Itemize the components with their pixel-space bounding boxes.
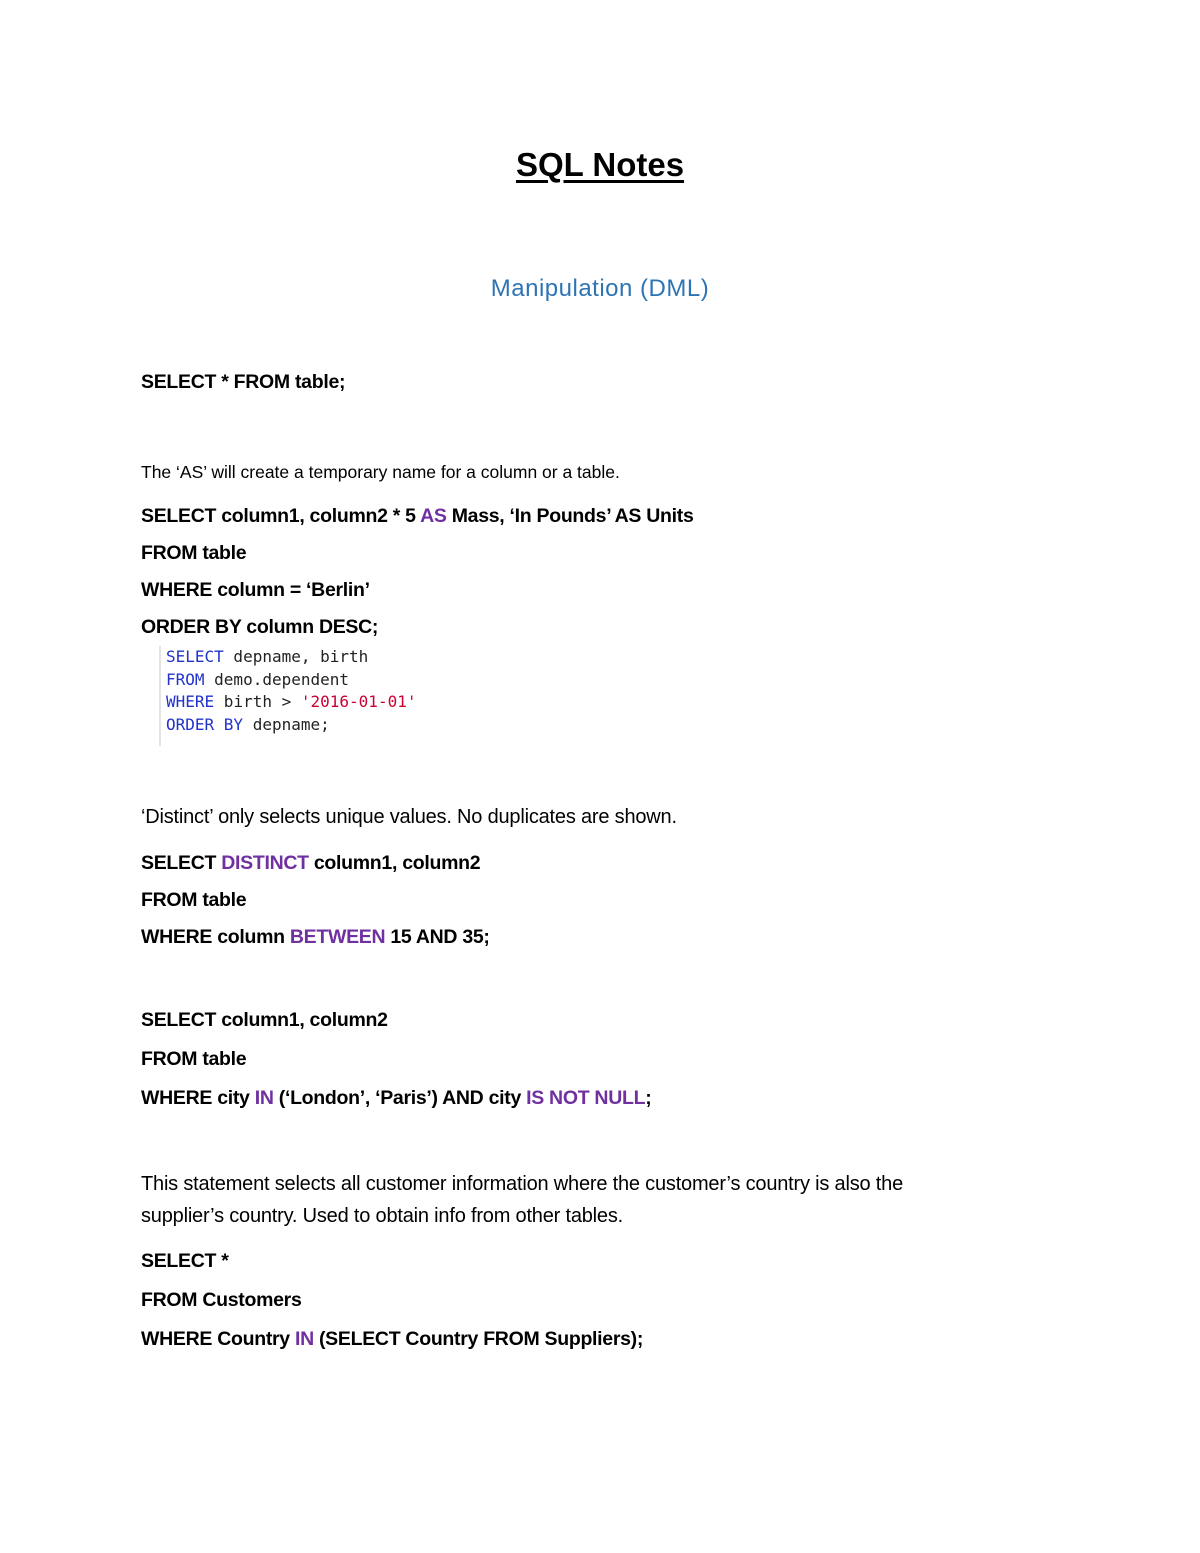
code-text: depname, birth (223, 647, 369, 666)
subquery-note-line1: This statement selects all customer information where the customer’s country is also the (141, 1173, 903, 1195)
q3-keyword: IS NOT NULL (526, 1087, 646, 1109)
q2-text: column1, column2 (308, 852, 481, 874)
code-text: demo.dependent (204, 669, 350, 689)
query2-line1 (141, 852, 480, 875)
q3-text: (‘London’, ‘Paris’) AND city (273, 1087, 527, 1109)
q2-text: 15 AND 35; (385, 926, 490, 948)
query3-line3 (141, 1087, 651, 1110)
query3-line1: SELECT column1, column2 (141, 1009, 388, 1031)
query3-line2: FROM table (141, 1048, 247, 1070)
query1-line1 (141, 505, 694, 528)
code-text: depname; (243, 715, 330, 735)
q2-keyword: DISTINCT (221, 852, 309, 874)
query1-line2: FROM table (141, 542, 247, 564)
q1-keyword: AS (420, 505, 447, 527)
code-snippet-image (159, 646, 466, 746)
as-note: The ‘AS’ will create a temporary name for a column or a table. (141, 462, 620, 482)
q2-text: SELECT (141, 852, 222, 874)
query4-line3 (141, 1328, 643, 1351)
page-title: SQL Notes (515, 146, 685, 183)
q4-keyword: IN (294, 1328, 314, 1350)
code-text: birth > (214, 692, 301, 712)
q3-keyword: IN (254, 1087, 274, 1109)
query2-line3 (141, 926, 490, 949)
query1-line4: ORDER BY column DESC; (141, 616, 379, 638)
q2-keyword: BETWEEN (289, 926, 386, 948)
query2-line2: FROM table (141, 889, 247, 911)
q4-text: (SELECT Country FROM Suppliers); (313, 1328, 644, 1350)
code-keyword: SELECT (166, 647, 224, 666)
distinct-note: ‘Distinct’ only selects unique values. No duplicates are shown. (141, 806, 677, 828)
query1-line3: WHERE column = ‘Berlin’ (141, 579, 370, 601)
subquery-note-line2: supplier’s country. Used to obtain info from other tables. (141, 1205, 623, 1227)
code-keyword: FROM (166, 669, 205, 689)
q3-text: WHERE city (141, 1087, 255, 1109)
q4-text: WHERE Country (141, 1328, 295, 1350)
code-keyword: ORDER BY (166, 715, 244, 735)
code-keyword: WHERE (166, 692, 215, 712)
section-heading: Manipulation (DML) (490, 275, 710, 302)
query4-line1: SELECT * (141, 1250, 229, 1272)
q1-text: SELECT column1, column2 * 5 (141, 505, 421, 527)
q2-text: WHERE column (141, 926, 290, 948)
q3-text: ; (645, 1087, 652, 1109)
q1-text: Mass, ‘In Pounds’ AS Units (446, 505, 694, 527)
query4-line2: FROM Customers (141, 1289, 302, 1311)
code-string: '2016-01-01' (300, 692, 417, 712)
select-all-statement: SELECT * FROM table; (141, 371, 346, 393)
